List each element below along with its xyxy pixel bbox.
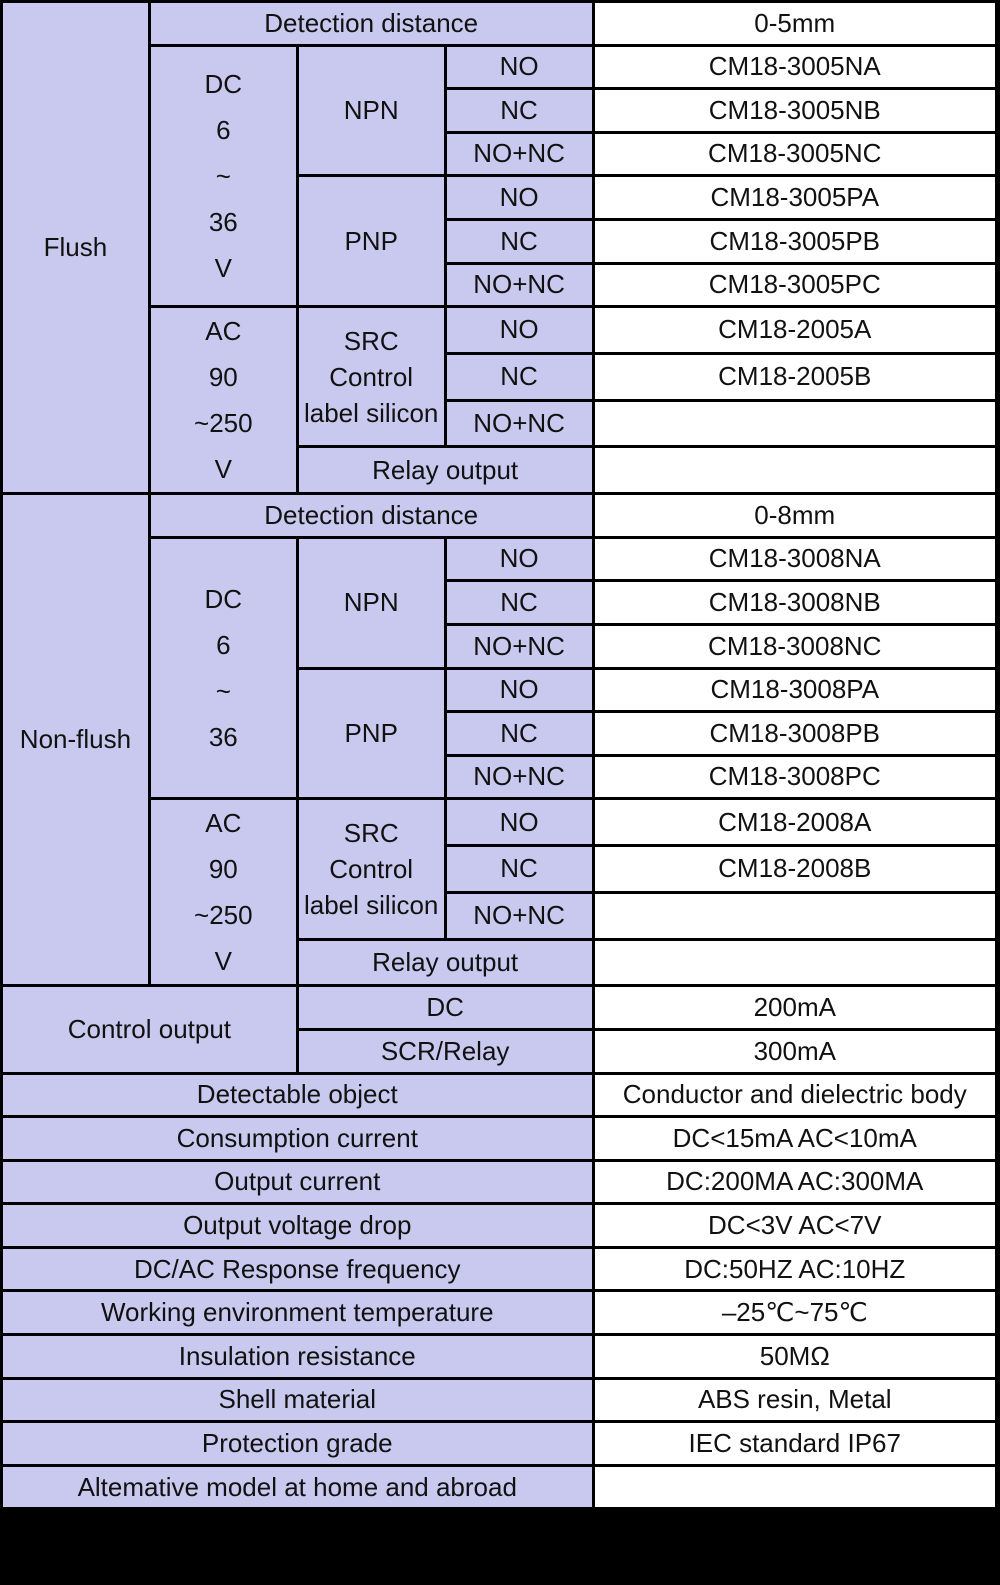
spec-value: Conductor and dielectric body xyxy=(595,1075,995,1116)
flush-dc-line: V xyxy=(214,252,232,283)
model-number: CM18-3005PA xyxy=(595,177,995,218)
nonflush-distance-label: Detection distance xyxy=(151,495,592,536)
nonflush-ac-line: AC xyxy=(205,808,242,839)
model-number: CM18-3005NC xyxy=(595,134,995,175)
flush-pnp-label: PNP xyxy=(299,177,444,305)
model-number: CM18-3005NB xyxy=(595,90,995,131)
src-line: label silicon xyxy=(303,889,439,920)
flush-dc-line: ~ xyxy=(215,160,231,191)
nonflush-ac-voltage xyxy=(151,800,296,984)
spec-label: Altemative model at home and abroad xyxy=(3,1467,592,1508)
model-number: CM18-3005NA xyxy=(595,47,995,88)
flush-ac-line: V xyxy=(214,454,232,485)
src-line: SRC xyxy=(343,325,399,356)
spec-label: DC/AC Response frequency xyxy=(3,1249,592,1290)
flush-ac-line: AC xyxy=(205,316,242,347)
spec-label: Shell material xyxy=(3,1380,592,1421)
flush-distance-label: Detection distance xyxy=(151,3,592,44)
spec-value: IEC standard IP67 xyxy=(595,1423,995,1464)
spec-label: Detectable object xyxy=(3,1075,592,1116)
spec-label: Protection grade xyxy=(3,1423,592,1464)
nonflush-ac-line: V xyxy=(214,946,232,977)
model-number: CM18-3005PC xyxy=(595,265,995,306)
output-type-nc: NC xyxy=(447,582,592,623)
nonflush-distance-value: 0-8mm xyxy=(595,495,995,536)
output-type-nonc: NO+NC xyxy=(447,757,592,798)
spec-value: DC:200MA AC:300MA xyxy=(595,1162,995,1203)
spec-label: Output current xyxy=(3,1162,592,1203)
nonflush-src-label xyxy=(299,800,444,937)
output-type-nc: NC xyxy=(447,847,592,891)
flush-dc-voltage xyxy=(151,47,296,306)
model-number: CM18-2008A xyxy=(595,800,995,844)
spec-value xyxy=(595,1467,995,1508)
model-number: CM18-3008NB xyxy=(595,582,995,623)
spec-value: DC:50HZ AC:10HZ xyxy=(595,1249,995,1290)
model-number: CM18-2005B xyxy=(595,355,995,399)
nonflush-label: Non-flush xyxy=(3,495,148,984)
nonflush-dc-line: 6 xyxy=(216,630,231,661)
spec-label: Output voltage drop xyxy=(3,1205,592,1246)
relay-output-label: Relay output xyxy=(299,941,592,985)
spec-value: ABS resin, Metal xyxy=(595,1380,995,1421)
model-number-empty xyxy=(595,448,995,492)
nonflush-dc-voltage xyxy=(151,539,296,798)
model-number: CM18-3008NC xyxy=(595,626,995,667)
flush-dc-line: DC xyxy=(204,68,243,99)
model-number: CM18-2005A xyxy=(595,308,995,352)
model-number: CM18-3008PA xyxy=(595,670,995,711)
output-type-no: NO xyxy=(447,177,592,218)
flush-npn-label: NPN xyxy=(299,47,444,175)
nonflush-dc-line: DC xyxy=(204,584,243,615)
flush-distance-value: 0-5mm xyxy=(595,3,995,44)
output-type-no: NO xyxy=(447,308,592,352)
output-type-nc: NC xyxy=(447,355,592,399)
nonflush-npn-label: NPN xyxy=(299,539,444,667)
output-type-nonc: NO+NC xyxy=(447,265,592,306)
relay-output-label: Relay output xyxy=(299,448,592,492)
spec-value: DC<3V AC<7V xyxy=(595,1205,995,1246)
output-type-no: NO xyxy=(447,47,592,88)
src-line: Control xyxy=(329,853,414,884)
spec-label: Consumption current xyxy=(3,1118,592,1159)
model-number: CM18-3008PB xyxy=(595,713,995,754)
model-number: CM18-2008B xyxy=(595,847,995,891)
control-output-dc-value: 200mA xyxy=(595,987,995,1028)
output-type-nonc: NO+NC xyxy=(447,894,592,938)
control-output-dc-label: DC xyxy=(299,987,592,1028)
model-number: CM18-3008PC xyxy=(595,757,995,798)
flush-dc-line: 6 xyxy=(216,114,231,145)
control-output-scr-value: 300mA xyxy=(595,1031,995,1072)
output-type-nc: NC xyxy=(447,90,592,131)
output-type-no: NO xyxy=(447,539,592,580)
flush-label: Flush xyxy=(3,3,148,492)
spec-value: DC<15mA AC<10mA xyxy=(595,1118,995,1159)
output-type-no: NO xyxy=(447,800,592,844)
flush-ac-voltage xyxy=(151,308,296,492)
src-line: SRC xyxy=(343,817,399,848)
output-type-nonc: NO+NC xyxy=(447,134,592,175)
model-number-empty xyxy=(595,941,995,985)
nonflush-dc-line: ~ xyxy=(215,676,231,707)
model-number-empty xyxy=(595,402,995,446)
spec-label: Insulation resistance xyxy=(3,1336,592,1377)
output-type-nonc: NO+NC xyxy=(447,402,592,446)
output-type-nc: NC xyxy=(447,221,592,262)
nonflush-ac-line: 90 xyxy=(208,854,238,885)
flush-ac-line: ~250 xyxy=(194,408,253,439)
spec-value: –25℃~75℃ xyxy=(595,1292,995,1333)
flush-dc-line: 36 xyxy=(208,206,238,237)
flush-ac-line: 90 xyxy=(208,362,238,393)
spec-value: 50MΩ xyxy=(595,1336,995,1377)
src-line: Control xyxy=(329,361,414,392)
output-type-no: NO xyxy=(447,670,592,711)
model-number: CM18-3008NA xyxy=(595,539,995,580)
src-line: label silicon xyxy=(303,397,439,428)
model-number: CM18-3005PB xyxy=(595,221,995,262)
spec-label: Working environment temperature xyxy=(3,1292,592,1333)
nonflush-pnp-label: PNP xyxy=(299,670,444,798)
output-type-nc: NC xyxy=(447,713,592,754)
nonflush-ac-line: ~250 xyxy=(194,900,253,931)
model-number-empty xyxy=(595,894,995,938)
output-type-nonc: NO+NC xyxy=(447,626,592,667)
control-output-label: Control output xyxy=(3,987,296,1071)
control-output-scr-label: SCR/Relay xyxy=(299,1031,592,1072)
flush-src-label xyxy=(299,308,444,445)
nonflush-dc-line: 36 xyxy=(208,722,238,753)
